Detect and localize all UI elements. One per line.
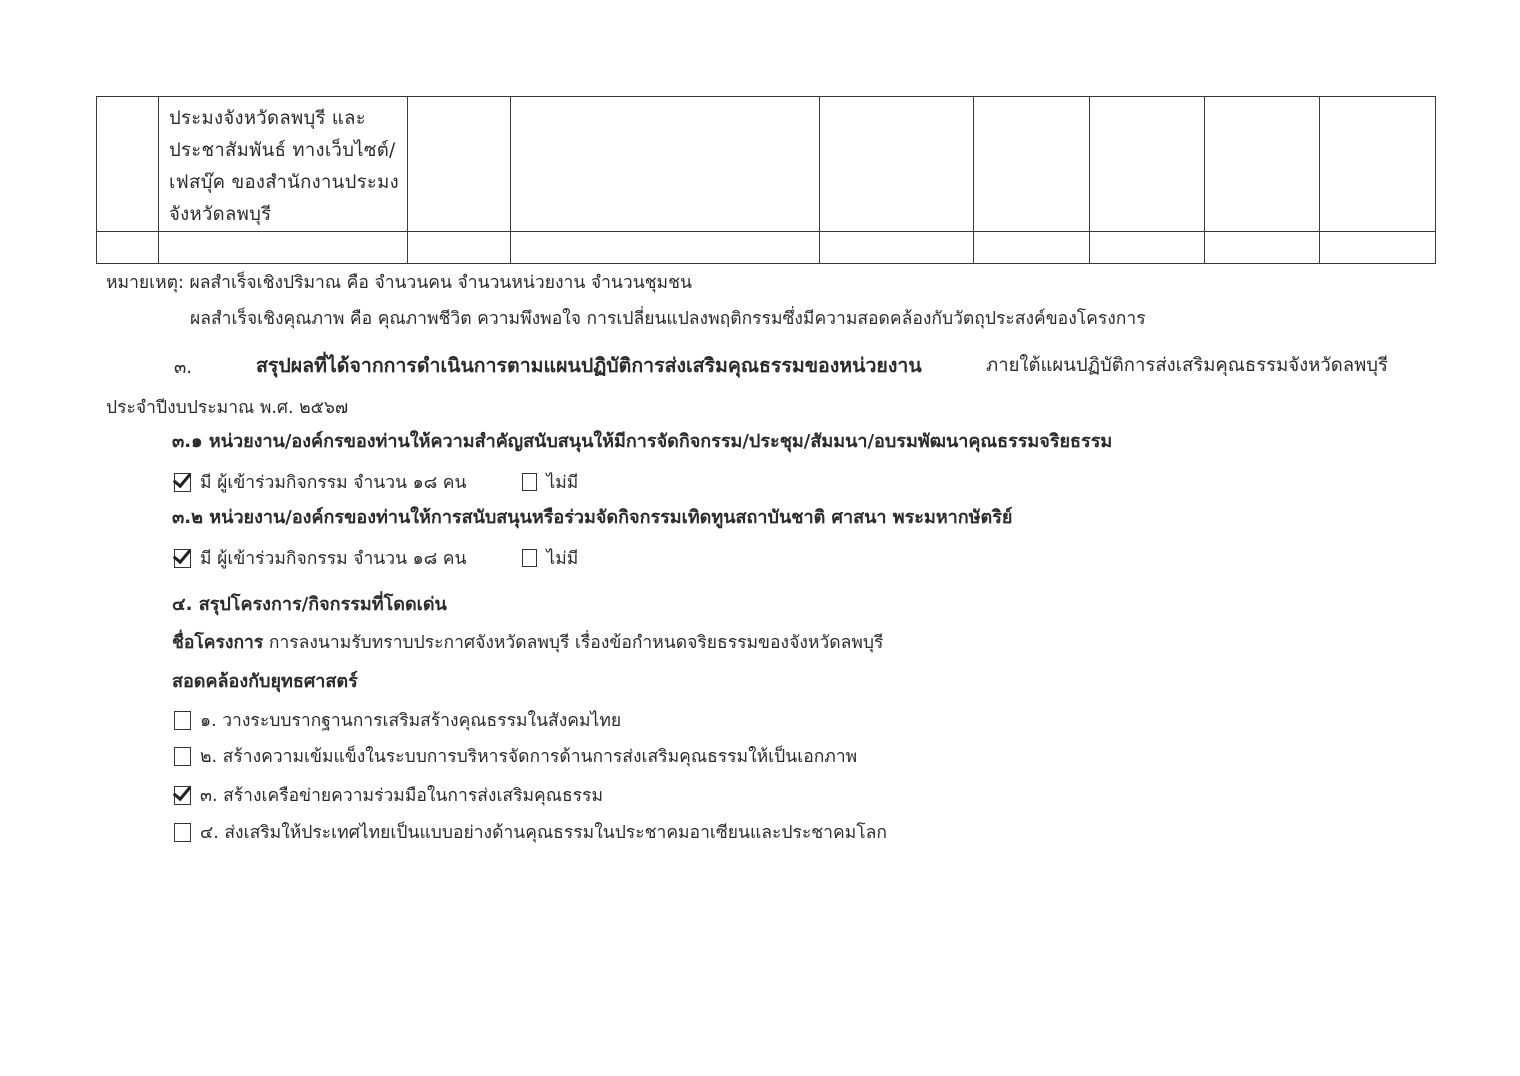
section3-2-title: ๓.๒ หน่วยงาน/องค์กรของท่านให้การสนับสนุนหรือร่วมจัดกิจกรรมเทิดทูนสถาบันชาติ ศาสนา พระมหากษัตริย์	[172, 507, 1013, 528]
table-cell	[973, 232, 1089, 264]
section3-1-title: ๓.๑ หน่วยงาน/องค์กรของท่านให้ความสำคัญสนับสนุนให้มีการจัดกิจกรรม/ประชุม/สัมมนา/อบรมพัฒนาคุณธรรมจริยธรรม	[172, 431, 1113, 452]
strategy-label: ๒. สร้างความเข้มแข็งในระบบการบริหารจัดการด้านการส่งเสริมคุณธรรมให้เป็นเอกภาพ	[200, 747, 858, 767]
project-label: ชื่อโครงการ	[172, 633, 264, 653]
cell-line: จังหวัดลพบุรี	[169, 204, 272, 225]
table-cell	[1319, 232, 1435, 264]
table-cell	[510, 232, 819, 264]
strategy-item	[174, 781, 603, 809]
strategy-item	[174, 742, 857, 770]
table-row	[97, 232, 1436, 264]
table-cell	[1089, 232, 1204, 264]
section3-2-options	[174, 544, 578, 572]
cell-line: ประมงจังหวัดลพบุรี และ	[169, 108, 367, 129]
option-yes-label: มี ผู้เข้าร่วมกิจกรรม จำนวน ๑๘ คน	[200, 549, 467, 569]
alignment-title: สอดคล้องกับยุทธศาสตร์	[172, 671, 358, 692]
strategy-label: ๓. สร้างเครือข่ายความร่วมมือในการส่งเสริมคุณธรรม	[200, 786, 603, 806]
checkbox-no-icon[interactable]	[522, 473, 537, 491]
note-quantitative: หมายเหตุ: ผลสำเร็จเชิงปริมาณ คือ จำนวนคน จำนวนหน่วยงาน จำนวนชุมชน	[106, 273, 692, 293]
checkbox-yes-checked-icon[interactable]	[174, 549, 191, 568]
table-cell	[1204, 232, 1319, 264]
cell-line: เฟสบุ๊ค ของสำนักงานประมง	[169, 172, 399, 193]
table-cell	[973, 97, 1089, 232]
cell-line: ประชาสัมพันธ์ ทางเว็บไซต์/	[169, 140, 396, 161]
table-cell	[97, 97, 159, 232]
checkbox-yes-checked-icon[interactable]	[174, 473, 191, 492]
checkbox-icon[interactable]	[174, 747, 191, 766]
option-no-label: ไม่มี	[546, 549, 579, 569]
section3-title: สรุปผลที่ได้จากการดำเนินการตามแผนปฏิบัติการส่งเสริมคุณธรรมของหน่วยงาน	[256, 354, 922, 377]
project-name: การลงนามรับทราบประกาศจังหวัดลพบุรี เรื่องข้อกำหนดจริยธรรมของจังหวัดลพบุรี	[268, 633, 884, 653]
strategy-item	[174, 706, 621, 734]
table-cell-description	[159, 97, 408, 232]
section3-title-rest: ภายใต้แผนปฏิบัติการส่งเสริมคุณธรรมจังหวัดลพบุรี	[986, 355, 1388, 376]
table-cell	[159, 232, 408, 264]
strategy-item	[174, 818, 887, 846]
activity-table	[96, 96, 1436, 264]
checkbox-icon[interactable]	[174, 823, 191, 842]
checkbox-no-icon[interactable]	[522, 549, 537, 567]
section3-fiscal-year: ประจำปีงบประมาณ พ.ศ. ๒๕๖๗	[106, 398, 349, 418]
table-cell	[407, 232, 510, 264]
project-line	[172, 631, 883, 655]
section3-number: ๓.	[174, 357, 193, 378]
table-cell	[407, 97, 510, 232]
note-qualitative: ผลสำเร็จเชิงคุณภาพ คือ คุณภาพชีวิต ความพึงพอใจ การเปลี่ยนแปลงพฤติกรรมซึ่งมีความสอดคล้องกับวัตถุประสงค์ของโครงการ	[190, 309, 1146, 329]
strategy-label: ๔. ส่งเสริมให้ประเทศไทยเป็นแบบอย่างด้านคุณธรรมในประชาคมอาเซียนและประชาคมโลก	[200, 823, 887, 843]
table-cell	[1319, 97, 1435, 232]
section3-1-options	[174, 468, 578, 496]
strategy-label: ๑. วางระบบรากฐานการเสริมสร้างคุณธรรมในสังคมไทย	[200, 711, 622, 731]
table-cell	[819, 232, 973, 264]
table-cell	[97, 232, 159, 264]
checkbox-icon[interactable]	[174, 711, 191, 730]
checkbox-checked-icon[interactable]	[174, 786, 191, 805]
table-cell	[1204, 97, 1319, 232]
table-cell	[510, 97, 819, 232]
table-row	[97, 97, 1436, 232]
table-cell	[1089, 97, 1204, 232]
section4-title: ๔. สรุปโครงการ/กิจกรรมที่โดดเด่น	[172, 594, 447, 615]
option-yes-label: มี ผู้เข้าร่วมกิจกรรม จำนวน ๑๘ คน	[200, 473, 467, 493]
option-no-label: ไม่มี	[546, 473, 579, 493]
table-cell	[819, 97, 973, 232]
